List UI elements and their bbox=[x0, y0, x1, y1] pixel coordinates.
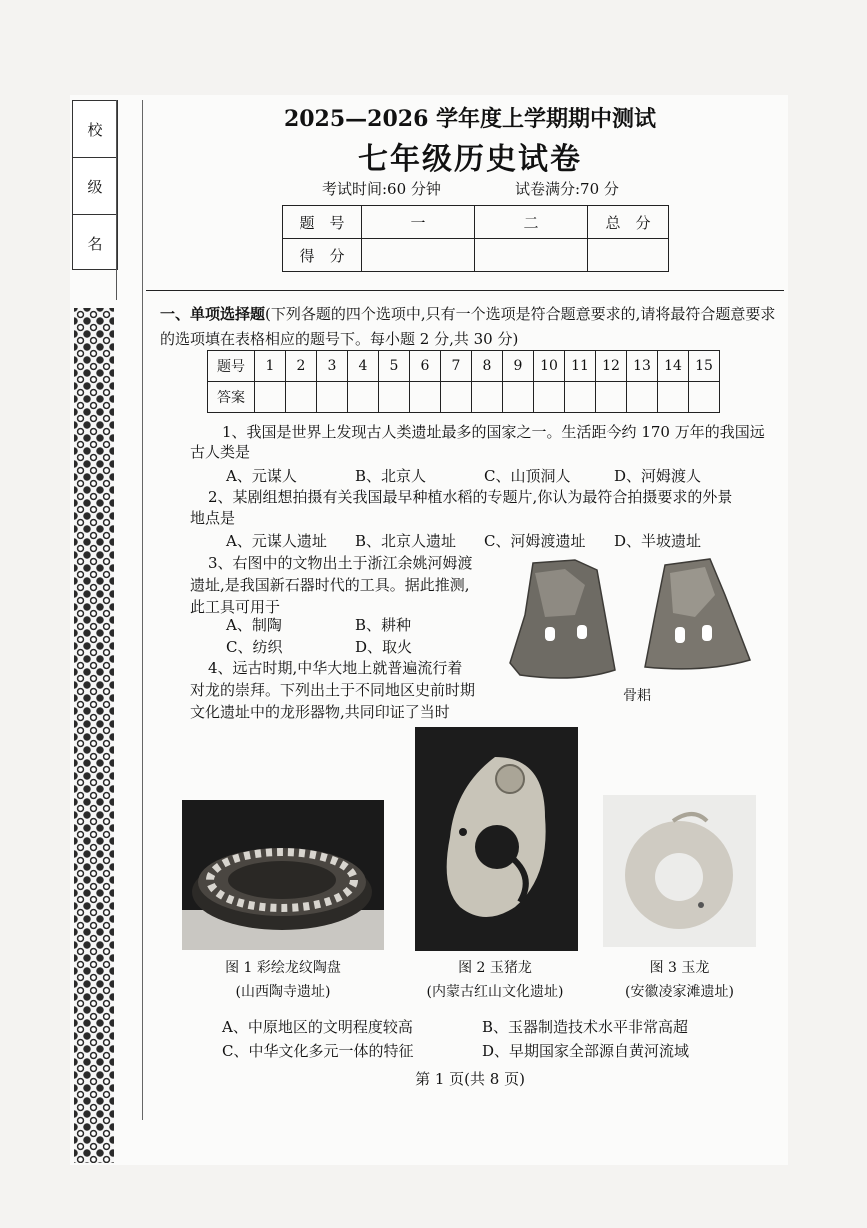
answer-input-cell[interactable] bbox=[565, 382, 596, 413]
q1-option-b: B、北京人 bbox=[355, 467, 427, 485]
q1-stem-line2: 古人类是 bbox=[190, 443, 251, 461]
jade-pig-dragon-image bbox=[415, 727, 578, 951]
fig3-site: (安徽凌家滩遗址) bbox=[625, 984, 734, 1000]
section1-instruction bbox=[160, 302, 782, 352]
q2-stem-line1: 2、某剧组想拍摄有关我国最早种植水稻的专题片,你认为最符合拍摄要求的外景 bbox=[208, 488, 733, 506]
q4-stem-line2: 对龙的崇拜。下列出土于不同地区史前时期 bbox=[190, 681, 476, 699]
jade-dragon-ring-image bbox=[603, 795, 756, 947]
q1-option-a: A、元谋人 bbox=[226, 467, 297, 485]
fig1-caption: 图 1 彩绘龙纹陶盘 bbox=[225, 960, 341, 976]
q3-figure-caption: 骨耜 bbox=[623, 688, 651, 704]
answer-input-cell[interactable] bbox=[441, 382, 472, 413]
score-input-cell[interactable] bbox=[362, 239, 475, 272]
answer-table-number: 6 bbox=[410, 351, 441, 382]
q2-option-b: B、北京人遗址 bbox=[355, 532, 457, 550]
binding-divider bbox=[116, 100, 117, 300]
answer-table-number: 2 bbox=[286, 351, 317, 382]
q1-stem-line1: 1、我国是世界上发现古人类遗址最多的国家之一。生活距今约 170 万年的我国远 bbox=[222, 423, 765, 441]
answer-table-number: 8 bbox=[472, 351, 503, 382]
answer-input-cell[interactable] bbox=[627, 382, 658, 413]
answer-table bbox=[207, 350, 720, 413]
q2-option-d: D、半坡遗址 bbox=[614, 532, 702, 550]
answer-input-cell[interactable] bbox=[317, 382, 348, 413]
margin-line bbox=[142, 100, 143, 1120]
score-table-cell: 总 分 bbox=[588, 206, 669, 239]
answer-table-number: 14 bbox=[658, 351, 689, 382]
q3-stem-line3: 此工具可用于 bbox=[190, 598, 281, 616]
q1-option-c: C、山顶洞人 bbox=[484, 467, 571, 485]
q3-option-c: C、纺织 bbox=[226, 638, 283, 656]
q4-option-b: B、玉器制造技术水平非常高超 bbox=[482, 1018, 689, 1036]
answer-input-cell[interactable] bbox=[348, 382, 379, 413]
section1-instruction-text: (下列各题的四个选项中,只有一个选项是符合题意要求的,请将最符合题意要求的选项填在表格相应的题号下。每小题 2 分,共 30 分) bbox=[160, 305, 776, 348]
answer-table-label: 题号 bbox=[208, 351, 255, 382]
answer-input-cell[interactable] bbox=[410, 382, 441, 413]
answer-table-number: 10 bbox=[534, 351, 565, 382]
q4-option-d: D、早期国家全部源自黄河流域 bbox=[482, 1042, 690, 1060]
answer-input-cell[interactable] bbox=[472, 382, 503, 413]
binding-label-name: 名 bbox=[87, 234, 103, 253]
answer-input-cell[interactable] bbox=[689, 382, 720, 413]
answer-input-cell[interactable] bbox=[255, 382, 286, 413]
answer-table-label: 答案 bbox=[208, 382, 255, 413]
exam-subtitle: 七年级历史试卷 bbox=[358, 142, 582, 177]
fig2-site: (内蒙古红山文化遗址) bbox=[426, 984, 564, 1000]
answer-table-number: 13 bbox=[627, 351, 658, 382]
bone-spade-image bbox=[505, 555, 770, 685]
answer-table-number: 7 bbox=[441, 351, 472, 382]
q4-stem-line1: 4、远古时期,中华大地上就普遍流行着 bbox=[208, 659, 463, 677]
fig3-caption: 图 3 玉龙 bbox=[649, 960, 710, 976]
q4-stem-line3: 文化遗址中的龙形器物,共同印证了当时 bbox=[190, 703, 450, 721]
q2-stem-line2: 地点是 bbox=[190, 509, 236, 527]
page-number: 第 1 页(共 8 页) bbox=[415, 1070, 525, 1088]
fig2-caption: 图 2 玉猪龙 bbox=[458, 960, 532, 976]
q4-option-c: C、中华文化多元一体的特征 bbox=[222, 1042, 414, 1060]
answer-table-number: 4 bbox=[348, 351, 379, 382]
answer-input-cell[interactable] bbox=[658, 382, 689, 413]
section1-heading: 一、单项选择题 bbox=[160, 305, 266, 323]
answer-input-cell[interactable] bbox=[596, 382, 627, 413]
score-table-cell: 得 分 bbox=[283, 239, 362, 272]
q1-option-d: D、河姆渡人 bbox=[614, 467, 702, 485]
q3-option-a: A、制陶 bbox=[226, 616, 282, 634]
answer-table-number: 12 bbox=[596, 351, 627, 382]
answer-input-cell[interactable] bbox=[534, 382, 565, 413]
answer-table-number: 15 bbox=[689, 351, 720, 382]
q2-option-c: C、河姆渡遗址 bbox=[484, 532, 586, 550]
q3-option-d: D、取火 bbox=[355, 638, 413, 656]
score-table bbox=[282, 205, 669, 272]
answer-table-number: 1 bbox=[255, 351, 286, 382]
q3-option-b: B、耕种 bbox=[355, 616, 412, 634]
score-input-cell[interactable] bbox=[475, 239, 588, 272]
fig1-site: (山西陶寺遗址) bbox=[235, 984, 331, 1000]
header-divider bbox=[146, 290, 784, 291]
score-table-cell: 二 bbox=[475, 206, 588, 239]
score-table-cell: 一 bbox=[362, 206, 475, 239]
binding-label-class: 级 bbox=[73, 158, 117, 215]
binding-info-box bbox=[72, 100, 118, 270]
q2-option-a: A、元谋人遗址 bbox=[226, 532, 327, 550]
decorative-border-pattern bbox=[74, 308, 114, 1163]
answer-table-number: 3 bbox=[317, 351, 348, 382]
binding-label-school: 校 bbox=[73, 101, 117, 158]
score-input-cell[interactable] bbox=[588, 239, 669, 272]
answer-input-cell[interactable] bbox=[379, 382, 410, 413]
painted-dragon-plate-image bbox=[182, 800, 384, 950]
q3-stem-line1: 3、右图中的文物出土于浙江余姚河姆渡 bbox=[208, 554, 473, 572]
answer-table-number: 9 bbox=[503, 351, 534, 382]
answer-table-number: 11 bbox=[565, 351, 596, 382]
q4-option-a: A、中原地区的文明程度较高 bbox=[222, 1018, 413, 1036]
answer-input-cell[interactable] bbox=[503, 382, 534, 413]
q3-stem-line2: 遗址,是我国新石器时代的工具。据此推测, bbox=[190, 576, 470, 594]
answer-input-cell[interactable] bbox=[286, 382, 317, 413]
exam-title: 2025—2026 学年度上学期期中测试 bbox=[283, 106, 657, 132]
score-table-cell: 题 号 bbox=[283, 206, 362, 239]
exam-full-score: 试卷满分:70 分 bbox=[515, 180, 619, 198]
answer-table-number: 5 bbox=[379, 351, 410, 382]
exam-time: 考试时间:60 分钟 bbox=[322, 180, 441, 198]
